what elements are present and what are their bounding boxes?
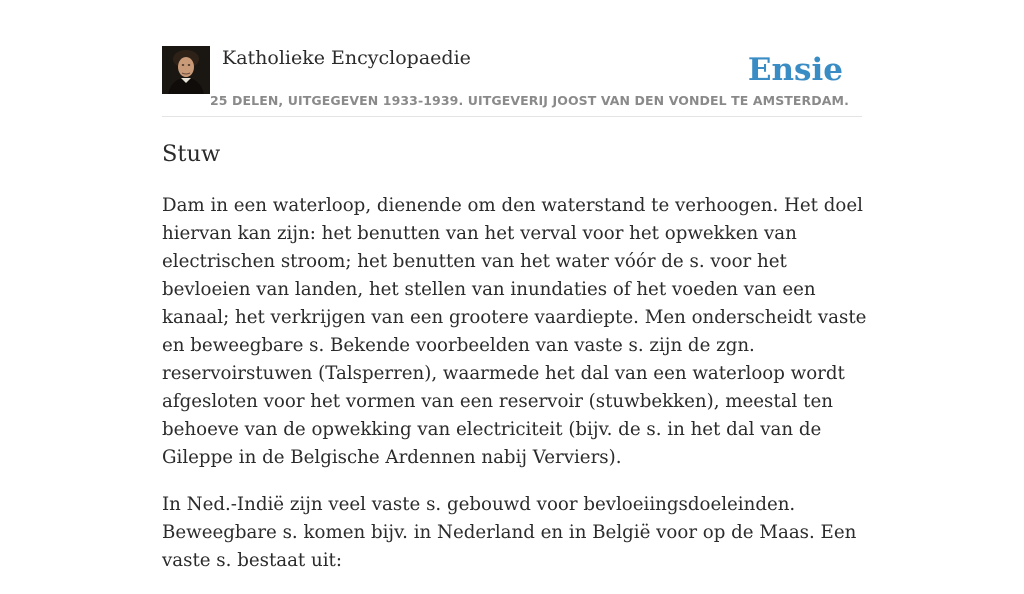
encyclopedia-title[interactable]: Katholieke Encyclopaedie xyxy=(222,47,471,69)
site-header xyxy=(162,46,862,117)
article-paragraph: In Ned.-Indië zijn veel vaste s. gebouwd voor bevloeiingsdoeleinden. Beweegbare s. komen bijv. in Nederland en in België voor op de Maas. Een vaste s. bestaat uit: xyxy=(162,494,857,571)
encyclopedia-subtitle: 25 DELEN, UITGEGEVEN 1933-1939. UITGEVERIJ JOOST VAN DEN VONDEL TE AMSTERDAM. xyxy=(210,93,849,108)
article-paragraph: Dam in een waterloop, dienende om den waterstand te verhoogen. Het doel hiervan kan zijn: het benutten van het verval voor het opwekken van electrischen stroom; het benutten van het water vóór de s. voor het bevloeien van landen, het stellen van inundaties of het voeden van een kanaal; het verkrijgen van een grootere vaardiepte. Men onderscheidt vaste en beweegbare s. Bekende voorbeelden van vaste s. zijn de zgn. reservoirstuwen (Talsperren), waarmede het dal van een waterloop wordt afgesloten voor het vormen van een reservoir (stuwbekken), meestal ten behoeve van de opwekking van electriciteit (bijv. de s. in het dal van de Gileppe in de Belgische Ardennen nabij Verviers). xyxy=(162,195,867,468)
portrait-avatar-icon[interactable] xyxy=(162,46,210,94)
ensie-logo-link[interactable]: Ensie xyxy=(747,52,843,88)
article-title: Stuw xyxy=(162,141,221,167)
article-body xyxy=(162,192,870,594)
